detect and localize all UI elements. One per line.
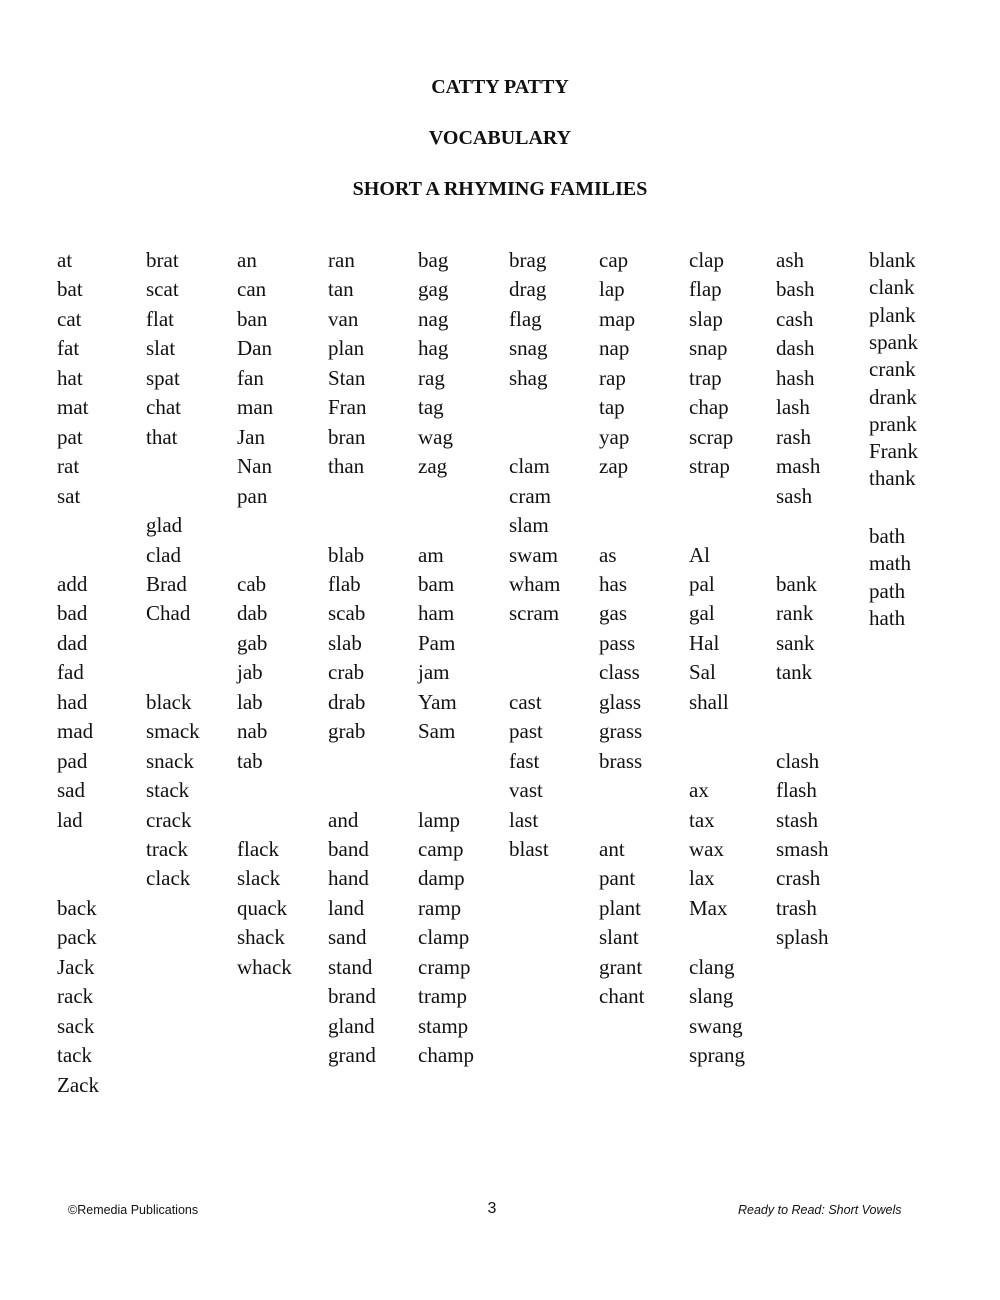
vocabulary-word: snap — [689, 336, 728, 361]
vocabulary-word: tag — [418, 395, 444, 420]
vocabulary-word: path — [869, 578, 906, 603]
vocabulary-word: crack — [146, 807, 192, 832]
vocabulary-word: class — [599, 660, 640, 685]
vocabulary-word: scrap — [689, 424, 734, 449]
vocabulary-word: stash — [776, 807, 818, 832]
vocabulary-word: last — [509, 807, 539, 832]
vocabulary-word: flack — [237, 837, 279, 861]
vocabulary-word: slang — [689, 984, 734, 1009]
vocabulary-word: pack — [57, 925, 97, 950]
vocabulary-word: tack — [57, 1043, 92, 1068]
vocabulary-word: vast — [509, 778, 543, 803]
vocabulary-word: cat — [57, 306, 82, 331]
vocabulary-word: prank — [869, 411, 917, 436]
vocabulary-word: swang — [689, 1013, 743, 1038]
vocabulary-word: thank — [869, 466, 916, 491]
vocabulary-word: clam — [509, 454, 550, 479]
vocabulary-word: lax — [689, 866, 715, 891]
vocabulary-word: bad — [57, 601, 88, 626]
vocabulary-word: hand — [328, 866, 369, 891]
section-heading: SHORT A RHYMING FAMILIES — [352, 178, 648, 200]
publisher-credit: ©Remedia Publications — [68, 1203, 199, 1217]
vocabulary-word: zap — [599, 454, 629, 479]
vocabulary-word: tab — [237, 748, 263, 773]
vocabulary-word: smash — [776, 837, 829, 861]
vocabulary-word: that — [146, 424, 178, 449]
vocabulary-word: rat — [57, 454, 80, 479]
vocabulary-word: cramp — [418, 954, 471, 979]
vocabulary-word: lap — [599, 277, 625, 302]
vocabulary-word: pat — [57, 424, 83, 449]
vocabulary-word: pal — [689, 572, 715, 596]
vocabulary-word: stand — [328, 954, 373, 979]
vocabulary-word: jam — [418, 660, 450, 685]
vocabulary-word: sash — [776, 483, 813, 508]
vocabulary-word: lad — [57, 807, 83, 832]
vocabulary-word: bat — [57, 277, 83, 302]
vocabulary-word: fast — [509, 748, 540, 773]
vocabulary-word: lamp — [418, 807, 460, 832]
page-number: 3 — [487, 1200, 497, 1217]
page-subtitle: VOCABULARY — [428, 127, 572, 149]
vocabulary-word: gag — [418, 277, 449, 302]
vocabulary-word: Dan — [237, 336, 272, 361]
vocabulary-word: slat — [146, 336, 176, 361]
vocabulary-word: champ — [418, 1043, 474, 1068]
vocabulary-word: slack — [237, 866, 281, 891]
vocabulary-word: pant — [599, 866, 636, 891]
vocabulary-word: tan — [328, 277, 354, 302]
vocabulary-word: slap — [689, 306, 723, 331]
vocabulary-word: trap — [689, 365, 722, 390]
vocabulary-word: bran — [328, 424, 366, 449]
vocabulary-word: flab — [328, 572, 361, 596]
vocabulary-word: Sal — [689, 660, 716, 685]
vocabulary-word: has — [599, 572, 627, 596]
vocabulary-word: slam — [509, 513, 549, 537]
vocabulary-word: scab — [328, 601, 366, 626]
vocabulary-word: flash — [776, 778, 817, 803]
vocabulary-word: cast — [509, 689, 542, 714]
vocabulary-word: whack — [237, 954, 292, 979]
vocabulary-word: ax — [689, 778, 709, 803]
vocabulary-word: bash — [776, 277, 815, 302]
vocabulary-word: hat — [57, 365, 83, 390]
vocabulary-word: spank — [869, 329, 918, 354]
vocabulary-word: fat — [57, 336, 80, 361]
vocabulary-word: crab — [328, 660, 365, 685]
vocabulary-word: Sam — [418, 719, 456, 744]
vocabulary-word: rap — [599, 365, 626, 390]
vocabulary-word: slant — [599, 925, 639, 950]
vocabulary-word: chat — [146, 395, 181, 420]
vocabulary-word: chant — [599, 984, 645, 1009]
vocabulary-word: clang — [689, 954, 735, 979]
vocabulary-word: gab — [237, 630, 268, 655]
vocabulary-word: am — [418, 542, 444, 567]
vocabulary-word: cab — [237, 572, 267, 596]
vocabulary-word: wham — [509, 572, 561, 596]
vocabulary-word: rag — [418, 365, 445, 390]
vocabulary-word: add — [57, 572, 88, 596]
vocabulary-word: smack — [146, 719, 200, 744]
vocabulary-word: trash — [776, 895, 817, 920]
vocabulary-word: hash — [776, 365, 815, 390]
vocabulary-word: scat — [146, 277, 179, 302]
vocabulary-word: an — [237, 248, 257, 272]
vocabulary-word: Brad — [146, 572, 187, 596]
vocabulary-word: flag — [509, 306, 542, 331]
vocabulary-word: had — [57, 689, 88, 714]
vocabulary-word: Fran — [328, 395, 367, 420]
vocabulary-word: ham — [418, 601, 455, 626]
vocabulary-word: sad — [57, 778, 85, 803]
vocabulary-word: brand — [328, 984, 376, 1009]
vocabulary-word: mat — [57, 395, 89, 420]
vocabulary-word: clank — [869, 275, 915, 300]
vocabulary-word: chap — [689, 395, 729, 420]
vocabulary-word: tank — [776, 660, 813, 685]
vocabulary-word: Zack — [57, 1072, 99, 1097]
vocabulary-word: clamp — [418, 925, 470, 950]
vocabulary-word: Max — [689, 895, 728, 920]
vocabulary-word: glass — [599, 689, 641, 714]
vocabulary-word: flat — [146, 306, 174, 331]
vocabulary-word: lab — [237, 689, 263, 714]
vocabulary-word: spat — [146, 365, 180, 390]
vocabulary-word: stamp — [418, 1013, 469, 1038]
vocabulary-word: blast — [509, 837, 549, 861]
vocabulary-word: at — [57, 248, 73, 272]
vocabulary-word: gas — [599, 601, 627, 626]
vocabulary-word: Nan — [237, 454, 272, 479]
vocabulary-word: yap — [599, 424, 630, 449]
vocabulary-word: clack — [146, 866, 191, 891]
vocabulary-word: crank — [869, 357, 916, 382]
vocabulary-word: Chad — [146, 601, 191, 626]
vocabulary-word: clad — [146, 542, 181, 567]
vocabulary-word: track — [146, 837, 188, 861]
vocabulary-word: than — [328, 454, 365, 479]
vocabulary-word: zag — [418, 454, 448, 479]
vocabulary-word: camp — [418, 837, 464, 861]
vocabulary-word: brag — [509, 248, 547, 272]
vocabulary-word: ant — [599, 837, 625, 861]
vocabulary-word: dad — [57, 630, 88, 655]
vocabulary-word: grass — [599, 719, 643, 744]
vocabulary-word: pad — [57, 748, 88, 773]
vocabulary-word: rash — [776, 424, 811, 449]
vocabulary-word: bank — [776, 572, 817, 596]
book-title: Ready to Read: Short Vowels — [738, 1203, 902, 1217]
vocabulary-word: rack — [57, 984, 94, 1009]
vocabulary-word: slab — [328, 630, 362, 655]
vocabulary-word: band — [328, 837, 369, 861]
vocabulary-word: stack — [146, 778, 190, 803]
vocabulary-word: bam — [418, 572, 455, 596]
vocabulary-word: plant — [599, 895, 641, 920]
vocabulary-word: back — [57, 895, 97, 920]
vocabulary-word: dash — [776, 336, 815, 361]
vocabulary-word: Jack — [57, 954, 95, 979]
vocabulary-word: as — [599, 542, 617, 567]
vocabulary-word: math — [869, 551, 911, 576]
vocabulary-word: tramp — [418, 984, 467, 1009]
vocabulary-word: tax — [689, 807, 715, 832]
vocabulary-word: snag — [509, 336, 548, 361]
vocabulary-word: ash — [776, 248, 804, 272]
vocabulary-word: Jan — [237, 424, 265, 449]
page-title: CATTY PATTY — [431, 76, 569, 98]
vocabulary-word: black — [146, 689, 192, 714]
vocabulary-word: Pam — [418, 630, 456, 655]
vocabulary-word: shack — [237, 925, 285, 950]
vocabulary-word: gland — [328, 1013, 375, 1038]
vocabulary-word: shall — [689, 689, 729, 714]
vocabulary-word: hag — [418, 336, 449, 361]
vocabulary-word: rank — [776, 601, 814, 626]
vocabulary-word: sat — [57, 483, 81, 508]
vocabulary-word: ran — [328, 248, 355, 272]
vocabulary-word: sand — [328, 925, 367, 950]
vocabulary-word: man — [237, 395, 274, 420]
vocabulary-word: plan — [328, 336, 365, 361]
vocabulary-word: map — [599, 306, 636, 331]
vocabulary-word: crash — [776, 866, 821, 891]
vocabulary-word: flap — [689, 277, 722, 302]
vocabulary-word: fad — [57, 660, 84, 685]
vocabulary-word: strap — [689, 454, 730, 479]
vocabulary-word: cash — [776, 306, 814, 331]
vocabulary-word: clash — [776, 748, 820, 773]
vocabulary-word: mash — [776, 454, 821, 479]
vocabulary-word: drag — [509, 277, 547, 302]
vocabulary-word: wax — [689, 837, 724, 861]
vocabulary-word: sack — [57, 1013, 95, 1038]
vocabulary-word: damp — [418, 866, 465, 891]
vocabulary-word: and — [328, 807, 359, 832]
vocabulary-word: quack — [237, 895, 288, 920]
vocabulary-word: glad — [146, 513, 183, 537]
vocabulary-word: hath — [869, 605, 906, 630]
vocabulary-word: sprang — [689, 1043, 745, 1068]
vocabulary-word: fan — [237, 365, 264, 390]
vocabulary-word: nab — [237, 719, 268, 744]
vocabulary-word: blank — [869, 248, 916, 272]
vocabulary-word: shag — [509, 365, 548, 390]
vocabulary-word: jab — [237, 660, 263, 685]
vocabulary-word: scram — [509, 601, 560, 626]
vocabulary-word: tap — [599, 395, 625, 420]
vocabulary-word: mad — [57, 719, 94, 744]
vocabulary-word: bath — [869, 524, 906, 548]
vocabulary-word: brat — [146, 248, 179, 272]
vocabulary-word: Al — [689, 542, 710, 567]
vocabulary-word: splash — [776, 925, 829, 950]
vocabulary-word: Frank — [869, 439, 918, 464]
vocabulary-word: grant — [599, 954, 643, 979]
vocabulary-word: clap — [689, 248, 724, 272]
vocabulary-word: van — [328, 306, 359, 331]
vocabulary-word: land — [328, 895, 365, 920]
vocabulary-word: nag — [418, 306, 449, 331]
vocabulary-word: can — [237, 277, 267, 302]
vocabulary-word: swam — [509, 542, 558, 567]
vocabulary-word: bag — [418, 248, 449, 272]
vocabulary-word: Hal — [689, 630, 720, 655]
vocabulary-word: ban — [237, 306, 268, 331]
vocabulary-word: grand — [328, 1043, 376, 1068]
vocabulary-word: cap — [599, 248, 629, 272]
vocabulary-word: drank — [869, 384, 917, 409]
vocabulary-word: sank — [776, 630, 815, 655]
vocabulary-word: brass — [599, 748, 643, 773]
vocabulary-word: past — [509, 719, 543, 744]
vocabulary-word: cram — [509, 483, 551, 508]
vocabulary-word: plank — [869, 302, 916, 327]
vocabulary-word: snack — [146, 748, 194, 773]
vocabulary-word: blab — [328, 542, 365, 567]
vocabulary-word: Yam — [418, 689, 457, 714]
vocabulary-word: wag — [418, 424, 453, 449]
vocabulary-word: gal — [689, 601, 715, 626]
vocabulary-word: drab — [328, 689, 366, 714]
vocabulary-word: Stan — [328, 365, 366, 390]
vocabulary-word: nap — [599, 336, 630, 361]
vocabulary-word: pass — [599, 630, 636, 655]
vocabulary-word: grab — [328, 719, 366, 744]
vocabulary-word: ramp — [418, 895, 462, 920]
vocabulary-word: lash — [776, 395, 810, 420]
vocabulary-word: pan — [237, 483, 268, 508]
vocabulary-word: dab — [237, 601, 268, 626]
